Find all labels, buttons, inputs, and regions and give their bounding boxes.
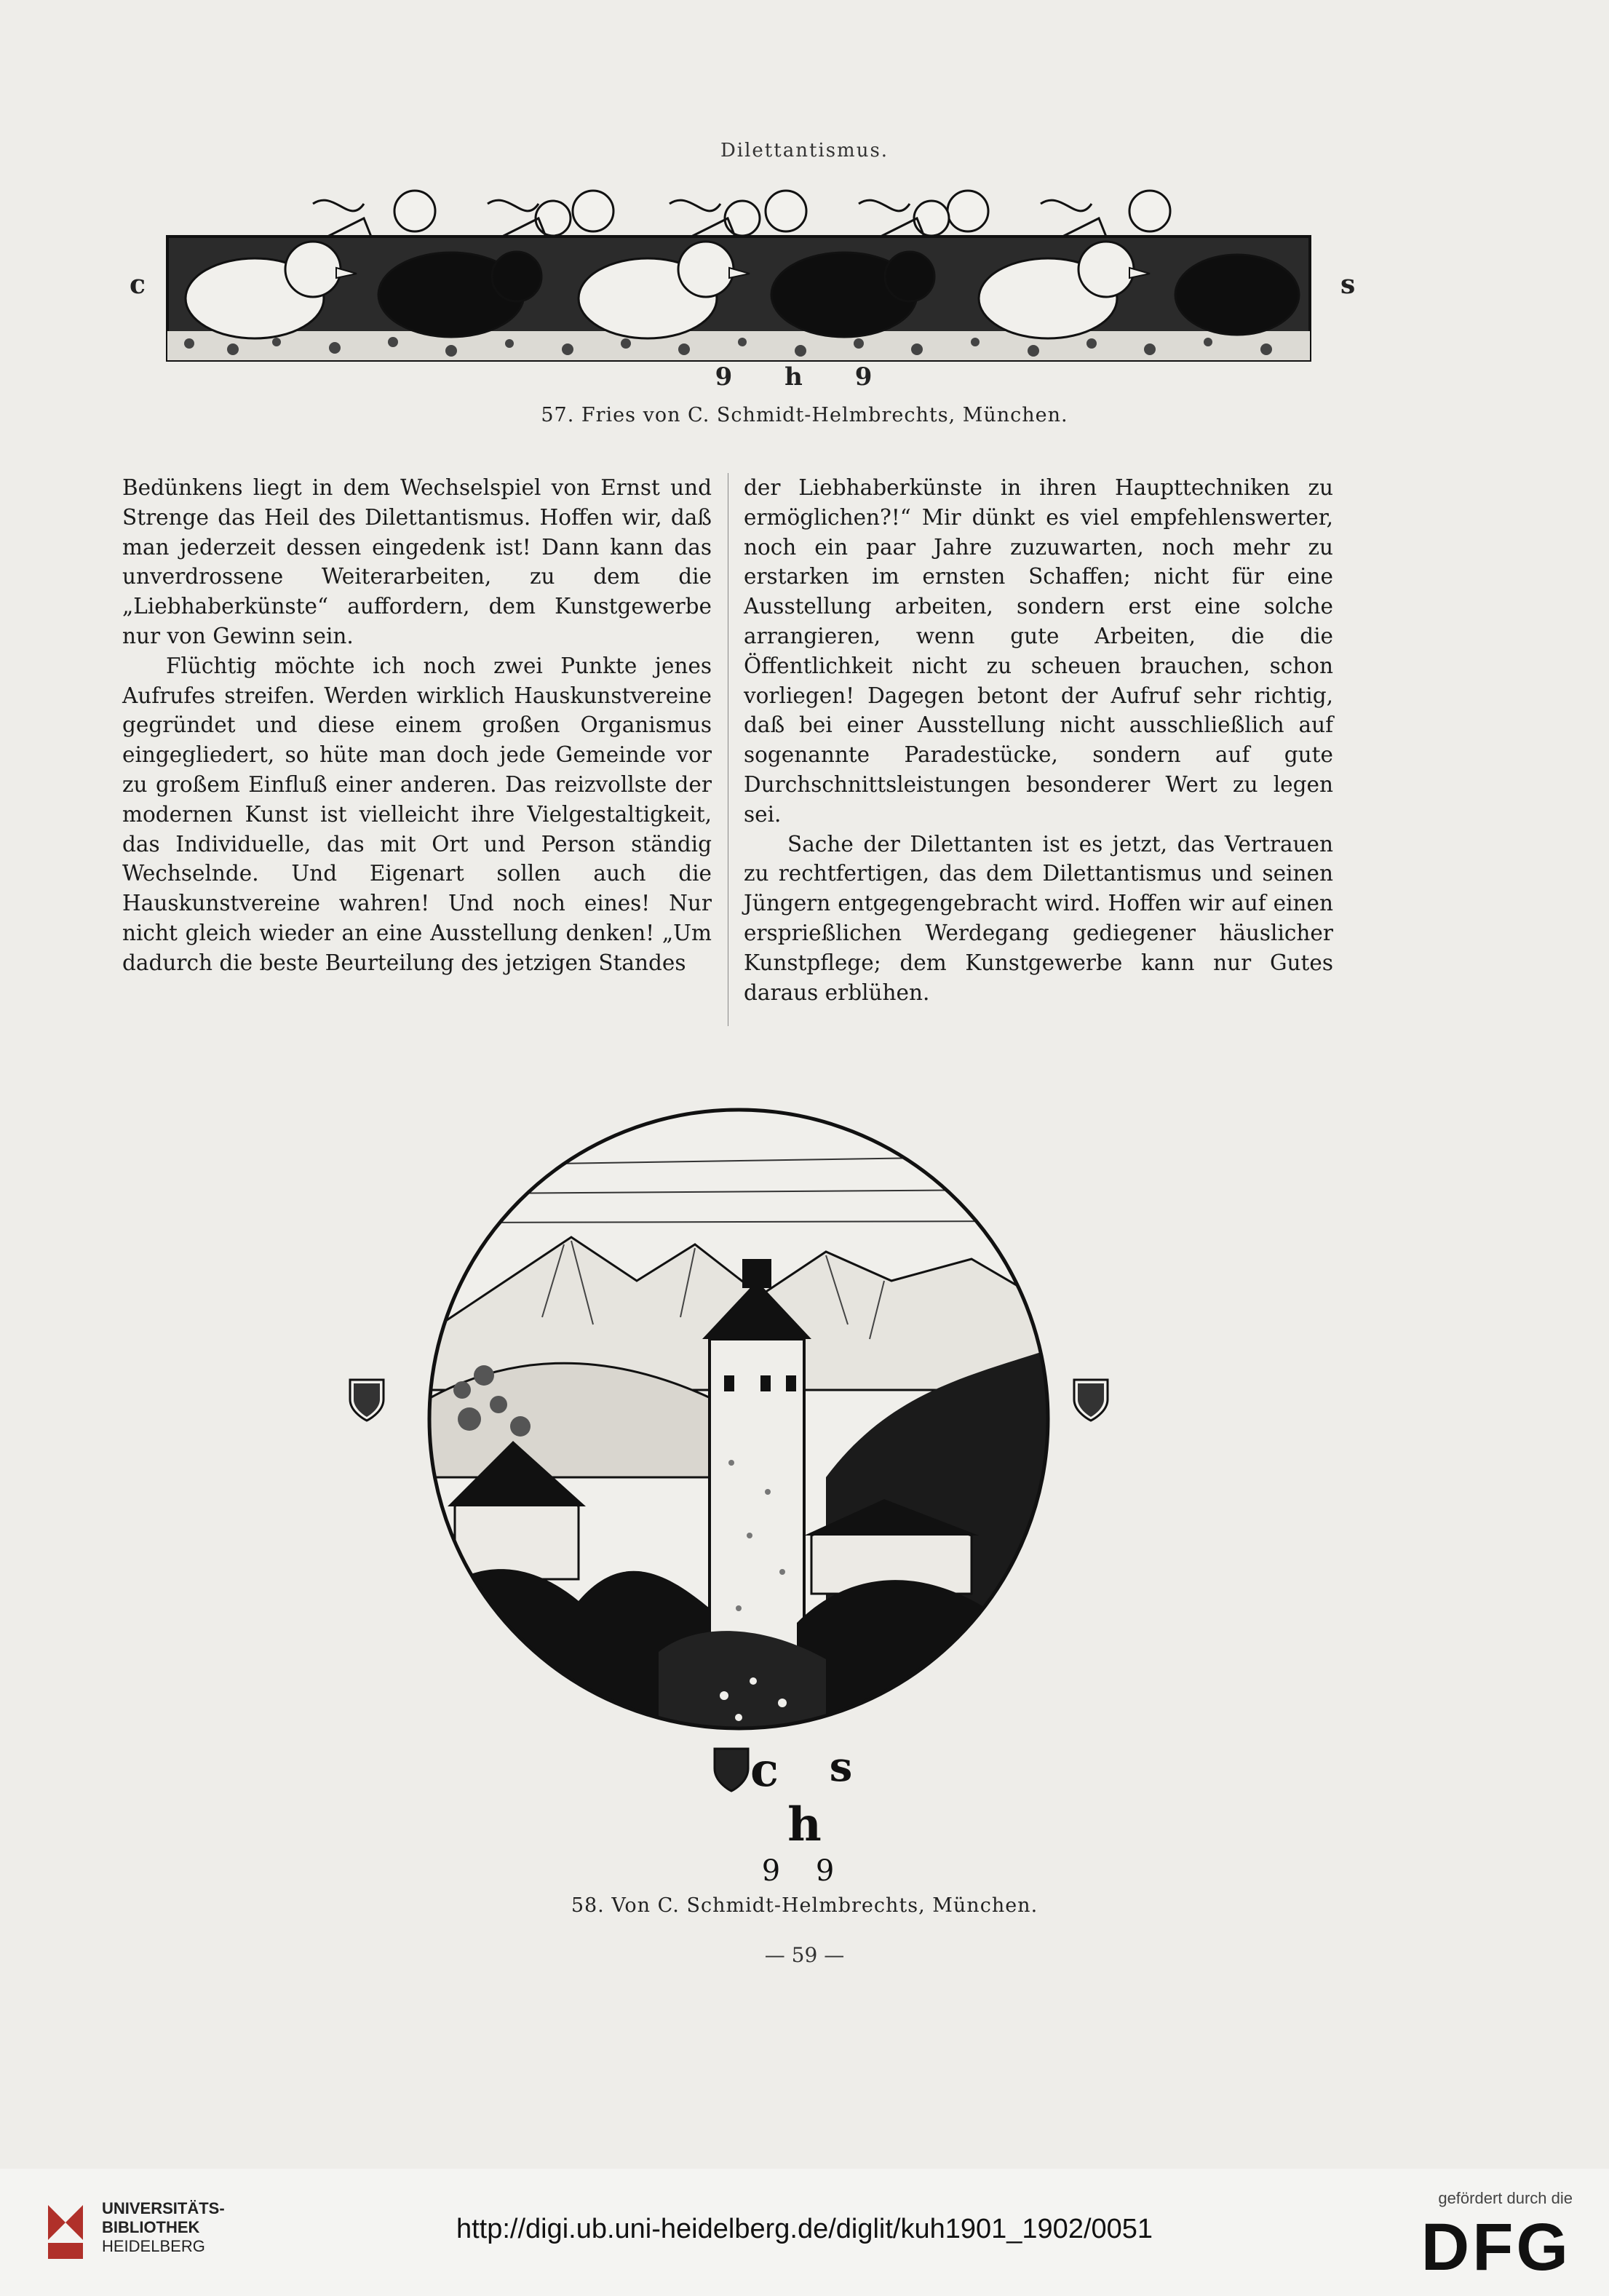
permalink-url[interactable]: http://digi.ub.uni-heidelberg.de/diglit/kuh1901_1902/0051 bbox=[456, 2214, 1153, 2244]
running-head: Dilettantismus. bbox=[720, 140, 889, 162]
left-paragraph-2: Flüchtig möchte ich noch zwei Punkte jenes Aufrufes streifen. Werden wirklich Hauskunstvereine gegründet und diese einem großen Organismus eingegliedert, so hüte man doch jede Gemeinde vor zu großem Einfluß einer anderen. Das reizvollste der modernen Kunst ist vielleicht ihre Vielgestaltigkeit, das Individuelle, das mit Ort und Person ständig Wechselnde. Und Eigenart sollen auch die Hauskunstvereine wahren! Und noch eines! Nur nicht gleich wieder an eine Ausstellung denken! „Um dadurch die beste Beurteilung des jetzigen Standes bbox=[122, 653, 712, 975]
vignette-caption: 58. Von C. Schmidt-Helmbrechts, München. bbox=[571, 1894, 1038, 1917]
castle-vignette-illustration bbox=[418, 1099, 1059, 1739]
monogram-left-letter: c bbox=[750, 1743, 779, 1798]
library-line-3: HEIDELBERG bbox=[102, 2237, 205, 2255]
left-paragraph-1: Bedünkens liegt in dem Wechselspiel von Ernst und Strenge das Heil des Dilettantismus. Hoffen wir, daß man jederzeit dessen eingedenk ist! Dann kann das unverdrossene Weiterarbeiten, zu dem die „Liebhaberkünste“ auffordern, dem Kunstgewerbe nur von Gewinn sein. bbox=[122, 475, 712, 648]
library-line-1: UNIVERSITÄTS- bbox=[102, 2199, 225, 2217]
dfg-logo: DFG bbox=[1421, 2210, 1571, 2284]
digitization-footer bbox=[0, 2169, 1609, 2296]
left-column bbox=[122, 473, 712, 978]
monogram-bottom: 9 9 bbox=[761, 1854, 848, 1888]
library-line-2: BIBLIOTHEK bbox=[102, 2218, 200, 2236]
page-number: — 59 — bbox=[764, 1943, 845, 1967]
frieze-letter-left: c bbox=[130, 269, 146, 300]
funded-by-text: gefördert durch die bbox=[1438, 2189, 1573, 2207]
monogram-right-letter: s bbox=[829, 1743, 853, 1791]
left-shield-icon bbox=[348, 1378, 386, 1423]
right-shield-icon bbox=[1072, 1378, 1110, 1423]
frieze-letter-right: s bbox=[1340, 269, 1356, 300]
frieze-caption: 57. Fries von C. Schmidt-Helmbrechts, München. bbox=[541, 404, 1068, 426]
frieze-illustration bbox=[146, 175, 1332, 378]
frieze-monogram: 9 h 9 bbox=[715, 362, 894, 392]
monogram-center-letter: h bbox=[787, 1798, 822, 1852]
right-column bbox=[744, 473, 1333, 1007]
right-paragraph-2: Sache der Dilettanten ist es jetzt, das Vertrauen zu rechtfertigen, das dem Dilettantismus und seinen Jüngern entgegengebracht wird. Hoffen wir auf einen ersprießlichen Werdegang gediegener häuslicher Kunstpflege; dem Kunstgewerbe kann nur Gutes daraus erblühen. bbox=[744, 831, 1333, 1005]
right-paragraph-1: der Liebhaberkünste in ihren Haupttechniken zu ermöglichen?!“ Mir dünkt es viel empfehlenswerter, noch ein paar Jahre zuzuwarten, noch mehr zu erstarken im ernsten Schaffen; nicht für eine Ausstellung arbeiten, sondern erst eine solche arrangieren, wenn gute Arbeiten, die die Öffentlichkeit nicht zu scheuen brauchen, schon vorliegen! Dagegen betont der Aufruf sehr richtig, daß bei einer Ausstellung nicht ausschließlich auf sogenannte Paradestücke, sondern auf gute Durchschnittsleistungen besonderer Wert zu legen sei. bbox=[744, 475, 1333, 827]
